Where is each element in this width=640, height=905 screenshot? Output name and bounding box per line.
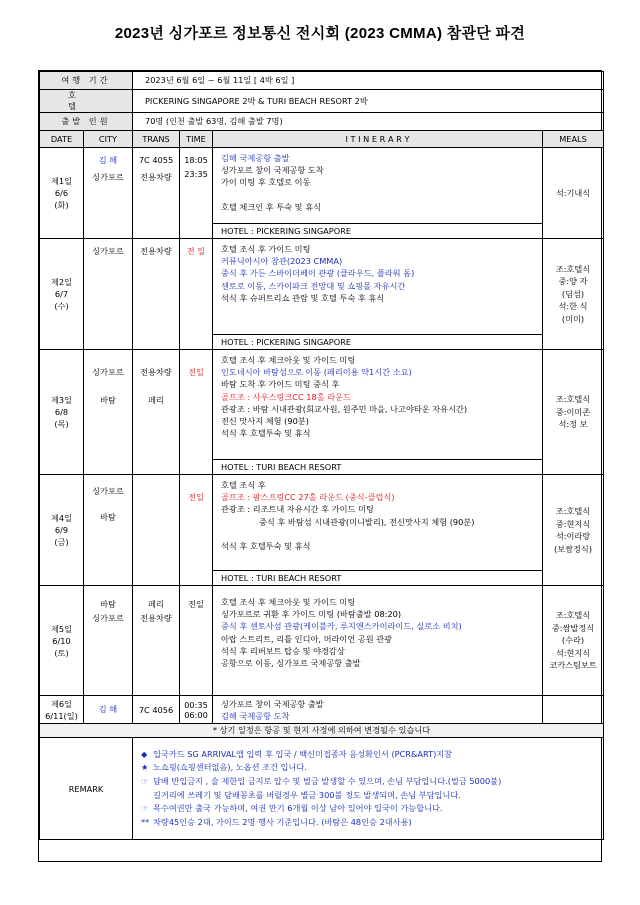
- itinerary-line: 싱가포르로 귀환 후 가이드 미팅 (바탐출발 08:20): [221, 609, 402, 620]
- day-2-date: [40, 239, 84, 350]
- meal-item: 석:정 보: [558, 419, 588, 430]
- city-name: 싱가포르: [92, 612, 124, 623]
- col-header-date: DATE: [40, 131, 84, 148]
- day-5-trans: [133, 586, 180, 696]
- city-name: 싱가포르: [92, 486, 124, 496]
- meal-item: 중:양 자: [558, 276, 588, 287]
- day-2-hotel: HOTEL : PICKERING SINGAPORE: [213, 335, 543, 350]
- itinerary-line: 관광조 : 리조트내 자유시간 후 가이드 미팅: [221, 504, 374, 515]
- meal-item: 석:현지식: [555, 647, 591, 658]
- transport: 전용차량: [140, 246, 172, 256]
- meal-item: 조:호텔식: [555, 610, 591, 621]
- day-date: 6/8: [54, 407, 69, 417]
- transport: 전용차량: [140, 171, 172, 182]
- city-name: 싱가포르: [92, 171, 124, 182]
- city-name: 김 해: [98, 155, 118, 165]
- day-weekday: (목): [54, 419, 69, 429]
- day-label: 제2일: [50, 277, 73, 287]
- day-4-date: [40, 475, 84, 586]
- meal-item: (수라): [561, 635, 585, 646]
- asterisk-icon: **: [141, 816, 150, 827]
- transport: 페리: [148, 394, 164, 405]
- page-title: 2023년 싱가포르 정보통신 전시회 (2023 CMMA) 참관단 파견: [114, 25, 526, 42]
- day-3-city: [84, 350, 133, 475]
- day-6-meals: [543, 696, 604, 724]
- meal-item: 중:이미존: [555, 406, 591, 417]
- remark-line: [141, 761, 603, 775]
- day-date: 6/9: [54, 525, 69, 535]
- itinerary-frame: [38, 70, 602, 862]
- day-1-meals: [543, 148, 604, 239]
- day-3-itinerary: [213, 350, 543, 460]
- day-5-itinerary: [213, 586, 543, 696]
- time-value: 00:35: [184, 699, 208, 710]
- day-3-hotel: HOTEL : TURI BEACH RESORT: [213, 460, 543, 475]
- itinerary-line: 중식 후 바탐섬 시내관광(미니발리), 전신맛사지 체험 (90분): [259, 516, 475, 527]
- meal-item: 중:현지식: [555, 518, 591, 529]
- day-date: 6/10: [52, 635, 71, 646]
- day-5-time: [180, 586, 213, 696]
- meal-item: (딤섬): [561, 288, 585, 299]
- remark-text: 입국카드 SG ARRIVAL앱 입력 후 입국 / 백신미접종자 음성확인서 (PCR&ART)지참: [153, 748, 453, 759]
- itinerary-line: 커뮤닉아시아 참관(2023 CMMA): [221, 256, 343, 267]
- itinerary-line: 호텔 조식 후 가이드 미팅: [221, 244, 311, 254]
- star-icon: ★: [141, 762, 149, 773]
- day-1-time: [180, 148, 213, 239]
- meal-item: 석:기내식: [555, 187, 591, 198]
- remark-line: [141, 789, 603, 803]
- meal-item: 조:호텔식: [555, 506, 591, 516]
- remark-text: 노쇼핑(쇼핑센터없음), 노옵션 조건 입니다.: [153, 762, 307, 773]
- day-1-trans: [133, 148, 180, 239]
- itinerary-line: 싱가포르 창이 국제공항 출발: [221, 698, 324, 709]
- city-name: 바탐: [100, 394, 116, 405]
- itinerary-line: 김해 국제공항 도착: [221, 710, 290, 721]
- meal-item: (미미): [561, 313, 585, 324]
- day-date: 6/6: [54, 188, 69, 198]
- day-2-trans: [133, 239, 180, 350]
- day-6-city: [84, 696, 133, 724]
- remark-text: 목수여권만 출국 가능하며, 여권 만기 6개월 이상 남아 있어야 입국이 가능합니다.: [153, 803, 443, 814]
- info-value-period: 2023년 6월 6일 ~ 6월 11일 [ 4박 6일 ]: [133, 72, 604, 90]
- day-label: 제6일: [50, 698, 73, 709]
- itinerary-line: 중식 후 가든 스바이더베이 관광 (클라우드, 플라워 돔): [221, 268, 415, 279]
- transport: 전용차량: [140, 612, 172, 623]
- itinerary-line: 호텔 조식 후 체크아웃 및 가이드 미팅: [221, 355, 356, 365]
- day-2-city: [84, 239, 133, 350]
- day-label: 제1일: [50, 176, 73, 186]
- day-weekday: (금): [54, 537, 69, 547]
- diamond-icon: ◆: [141, 748, 148, 759]
- itinerary-line: 석식 후 호텔투숙 및 휴식: [221, 428, 311, 439]
- day-4-itinerary: [213, 475, 543, 571]
- day-weekday: (토): [54, 647, 69, 658]
- day-date: 6/11(일): [45, 710, 78, 721]
- col-header-city: CITY: [84, 131, 133, 148]
- day-1-city: [84, 148, 133, 239]
- day-4-trans: [133, 475, 180, 586]
- time-value: 23:35: [184, 168, 208, 179]
- itinerary-line: 가이 미팅 후 호텔로 이동: [221, 177, 311, 188]
- col-header-itinerary: I T I N E R A R Y: [213, 131, 543, 148]
- meal-item: 조:호텔식: [555, 263, 591, 274]
- info-value-people: 70명 (인천 출발 63명, 김해 출발 7명): [133, 113, 604, 131]
- day-label: 제4일: [50, 513, 73, 523]
- itinerary-line: 싱가포르 창이 국제공항 도착: [221, 165, 324, 176]
- day-2-itinerary: [213, 239, 543, 335]
- itinerary-line: 호텔 조식 후 체크아웃 및 가이드 미팅: [221, 597, 356, 607]
- col-header-trans: TRANS: [133, 131, 180, 148]
- itinerary-line: 센토로 이동, 스카이파크 전망대 및 쇼핑몰 자유시간: [221, 280, 406, 291]
- remark-line: [141, 748, 603, 762]
- itinerary-table: [39, 71, 604, 840]
- remark-text: 길거리에 쓰레기 및 담배꽁초를 버릴경우 별금 300불 정도 발생되며, 손님 부담입니다.: [153, 789, 461, 800]
- itinerary-line: 골프조 : 팜스프링CC 27홀 라운드 (중식-클럽식): [221, 492, 395, 503]
- transport: 페리: [148, 599, 164, 609]
- day-2-meals: [543, 239, 604, 350]
- col-header-meals: MEALS: [543, 131, 604, 148]
- itinerary-line: 석식 후 리버보트 탑승 및 야경감상: [221, 645, 345, 656]
- itinerary-line: 골프조 : 사우스링크CC 18홀 라운드: [221, 391, 351, 402]
- time-value: 전 일: [186, 246, 206, 256]
- city-name: 김 해: [98, 704, 118, 714]
- remark-content: [133, 738, 604, 840]
- meal-item: 석:이라랑: [555, 531, 591, 541]
- pointing-hand-icon: ☞: [141, 775, 149, 786]
- remark-label: REMARK: [40, 738, 133, 840]
- info-label-people: 출발 인원: [40, 113, 133, 131]
- day-5-date: [40, 586, 84, 696]
- pointing-hand-icon: ☞: [141, 803, 149, 814]
- day-1-itinerary: [213, 148, 543, 224]
- day-6-trans: [133, 696, 180, 724]
- itinerary-line: 바탐 도착 후 가이드 미팅 중식 후: [221, 379, 340, 390]
- remark-line: [141, 775, 603, 789]
- remark-text: 차량45인승 2대, 가이드 2명 행사 기준입니다. (바탐은 48인승 2대사용): [153, 816, 412, 827]
- itinerary-line: 호텔 조식 후: [221, 480, 266, 490]
- itinerary-line: 석식 후 슈퍼트리쇼 관람 및 호텔 투숙 후 휴식: [221, 292, 385, 303]
- day-4-time: [180, 475, 213, 586]
- itinerary-line: 석식 후 호텔투숙 및 휴식: [221, 540, 311, 551]
- col-header-time: TIME: [180, 131, 213, 148]
- itinerary-line: 인도네시아 바탐섬으로 이동 (페리이용 약1시간 소요): [221, 367, 412, 378]
- day-3-time: [180, 350, 213, 475]
- day-1-date: [40, 148, 84, 239]
- day-3-meals: [543, 350, 604, 475]
- day-1-hotel: HOTEL : PICKERING SINGAPORE: [213, 224, 543, 239]
- time-value: 전일: [188, 492, 204, 502]
- remark-line: [141, 816, 603, 830]
- remark-text: 담배 반입금지 , 술 제한입 금지로 압수 및 벌금 발생할 수 있으며, 손님 부담입니다.(벌금 5000불): [153, 775, 502, 786]
- city-name: 싱가포르: [92, 367, 124, 377]
- day-4-city: [84, 475, 133, 586]
- day-date: 6/7: [54, 289, 69, 299]
- meal-item: 중:쌈밥정식: [551, 622, 595, 633]
- itinerary-line: 아랍 스트리트, 리틀 인디아, 머라이언 공원 관광: [221, 633, 393, 644]
- time-value: 06:00: [184, 709, 208, 720]
- transport: 전용차량: [140, 367, 172, 377]
- day-label: 제5일: [50, 623, 73, 634]
- flight-number: 7C 4056: [138, 704, 174, 715]
- city-name: 바탐: [100, 599, 116, 609]
- itinerary-line: 관광조 : 바탐 시내관광(회교사원, 원주민 마을, 나고야타운 자유시간): [221, 403, 468, 414]
- info-value-hotel: PICKERING SINGAPORE 2박 & TURI BEACH RESORT 2박: [133, 90, 604, 113]
- info-label-period: 여행 기간: [40, 72, 133, 90]
- day-6-itinerary: [213, 696, 543, 724]
- day-3-date: [40, 350, 84, 475]
- itinerary-line: 김해 국제공항 출발: [221, 153, 290, 163]
- schedule-change-note: * 상기 일정은 항공 및 현지 사정에 의하여 변경될수 있습니다: [40, 724, 604, 738]
- day-weekday: (화): [54, 200, 69, 210]
- itinerary-line: 공항으로 이동, 싱가포르 국제공항 출발: [221, 658, 361, 669]
- time-value: 전일: [188, 367, 204, 377]
- city-name: 바탐: [100, 511, 116, 522]
- day-6-time: [180, 696, 213, 724]
- day-label: 제3일: [50, 395, 73, 405]
- day-2-time: [180, 239, 213, 350]
- day-4-meals: [543, 475, 604, 586]
- flight-number: 7C 4055: [138, 155, 174, 165]
- itinerary-line: 전신 맛사지 체험 (90분): [221, 416, 309, 427]
- itinerary-line: 중식 후 센토사섬 관광(케이블카, 루지앤스카이라이드, 실로소 비치): [221, 621, 462, 632]
- meal-item: 코카스팀보트: [549, 660, 597, 671]
- meal-item: 조:호텔식: [555, 394, 591, 405]
- day-6-date: [40, 696, 84, 724]
- info-label-hotel: 호 텔: [40, 90, 133, 113]
- day-3-trans: [133, 350, 180, 475]
- itinerary-line: 호텔 체크인 후 투숙 및 휴식: [221, 201, 322, 212]
- meal-item: (보쌈정식): [554, 543, 593, 554]
- day-5-meals: [543, 586, 604, 696]
- remark-line: [141, 802, 603, 816]
- day-weekday: (수): [54, 301, 69, 311]
- day-4-hotel: HOTEL : TURI BEACH RESORT: [213, 571, 543, 586]
- meal-item: 석:한 식: [558, 301, 588, 312]
- city-name: 싱가포르: [92, 246, 124, 256]
- day-5-city: [84, 586, 133, 696]
- time-value: 전일: [188, 599, 204, 609]
- time-value: 18:05: [184, 155, 208, 165]
